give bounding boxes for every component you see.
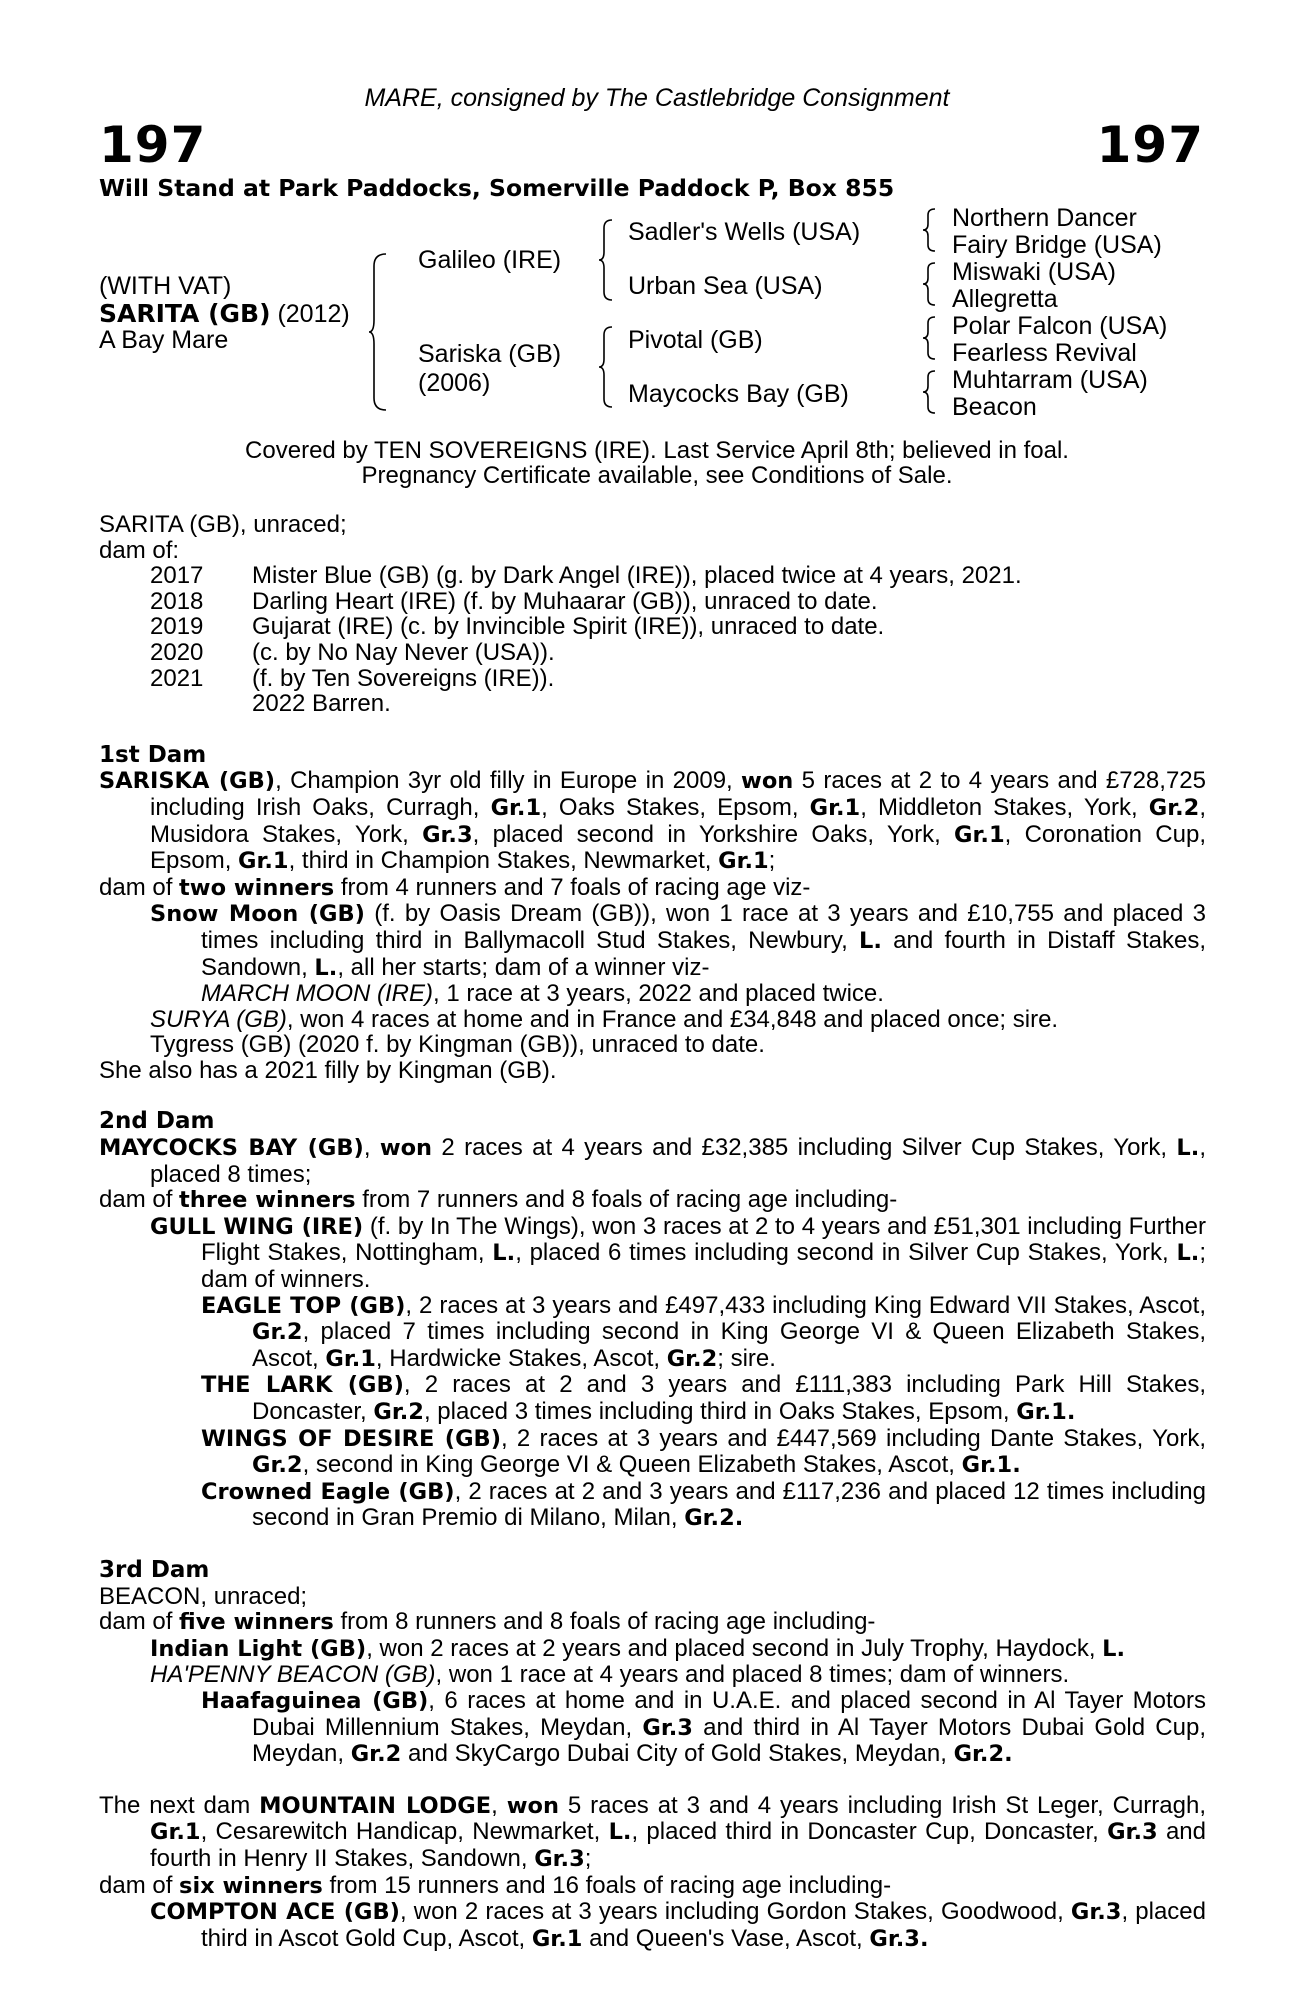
first-dam-offspring-tygress: Tygress (GB) (2020 f. by Kingman (GB)), unraced to date.: [150, 1031, 765, 1059]
pedigree-g4-2: Fairy Bridge (USA): [952, 231, 1162, 259]
produce-text: Darling Heart (IRE) (f. by Muhaarar (GB)), unraced to date.: [252, 587, 878, 615]
pedigree-dam-year: (2006): [418, 369, 491, 397]
pedigree-dam-sire: Pivotal (GB): [628, 326, 763, 354]
pedigree-g4-5: Polar Falcon (USA): [952, 312, 1168, 340]
first-dam-grand-offspring: MARCH MOON (IRE), 1 race at 3 years, 2022 and placed twice.: [201, 980, 884, 1008]
table-row: [150, 563, 1022, 589]
first-dam-heading: 1st Dam: [99, 741, 207, 768]
produce-intro: SARITA (GB), unraced;: [99, 511, 347, 538]
covered-line-1: Covered by TEN SOVEREIGNS (IRE). Last Service April 8th; believed in foal.: [245, 437, 1069, 464]
first-dam-offspring-snow-moon: Snow Moon (GB) (f. by Oasis Dream (GB)), won 1 race at 3 years and £10,755 and placed 3 times including third in Ballymacoll Stud Stakes, Newbury, L. and fourth in Distaff Stakes, Sandown, L., all her starts; dam of a winner viz-: [150, 900, 1206, 981]
table-row: [150, 589, 1022, 615]
pedigree-g4-3: Miswaki (USA): [952, 258, 1116, 286]
third-dam-offspring-hapenny-beacon: HA'PENNY BEACON (GB), won 1 race at 4 years and placed 8 times; dam of winners.: [150, 1661, 1070, 1689]
covered-line-2: Pregnancy Certificate available, see Conditions of Sale.: [361, 462, 953, 489]
table-row: [150, 614, 1022, 640]
first-dam-also: She also has a 2021 filly by Kingman (GB).: [99, 1056, 557, 1084]
pedigree-g4-1: Northern Dancer: [952, 204, 1137, 232]
produce-year: 2017: [150, 562, 204, 590]
stand-location: Will Stand at Park Paddocks, Somerville Paddock P, Box 855: [99, 174, 895, 202]
table-row: [150, 666, 1022, 692]
pedigree-brace-g4-1: [922, 207, 938, 253]
second-dam-grand-crowned-eagle: Crowned Eagle (GB), 2 races at 2 and 3 years and £117,236 and placed 12 times including second in Gran Premio di Milano, Milan, Gr.2.: [201, 1477, 1206, 1532]
third-dam-grand-haafaguinea: Haafaguinea (GB), 6 races at home and in U.A.E. and placed second in Al Tayer Motors Dubai Millennium Stakes, Meydan, Gr.3 and third in Al Tayer Motors Dubai Gold Cup, Meydan, Gr.2 and SkyCargo Dubai City of Gold Stakes, Meydan, Gr.2.: [201, 1686, 1207, 1768]
pedigree-brace-g4-4: [922, 369, 938, 415]
produce-table: [150, 563, 1022, 717]
second-dam-grand-wings-of-desire: WINGS OF DESIRE (GB), 2 races at 3 years and £447,569 including Dante Stakes, York, Gr.2, second in King George VI & Queen Elizabeth Stakes, Ascot, Gr.1.: [201, 1424, 1206, 1479]
vat-note: (WITH VAT): [99, 272, 232, 300]
second-dam-record: MAYCOCKS BAY (GB), won 2 races at 4 years and £32,385 including Silver Cup Stakes, York, L., placed 8 times;: [99, 1134, 1206, 1188]
produce-year: 2018: [150, 587, 204, 615]
produce-text: Mister Blue (GB) (g. by Dark Angel (IRE)), placed twice at 4 years, 2021.: [252, 562, 1022, 590]
table-row: [150, 691, 1022, 717]
produce-year: 2020: [150, 638, 204, 666]
pedigree-sire-dam: Urban Sea (USA): [628, 272, 823, 300]
pedigree-brace-g4-2: [922, 261, 938, 307]
lot-number-right: 197: [1096, 116, 1204, 174]
table-row: [150, 640, 1022, 666]
consignment-line: MARE, consigned by The Castlebridge Consignment: [364, 84, 950, 112]
catalogue-body: [99, 512, 1206, 1952]
pedigree-brace-sire: [598, 218, 616, 302]
second-dam-heading: 2nd Dam: [99, 1108, 215, 1135]
produce-text: (f. by Ten Sovereigns (IRE)).: [252, 664, 555, 692]
pedigree-g4-6: Fearless Revival: [952, 339, 1137, 367]
next-dam-produce-summary: dam of six winners from 15 runners and 16 foals of racing age including-: [99, 1871, 892, 1899]
next-dam-offspring-compton-ace: COMPTON ACE (GB), won 2 races at 3 years including Gordon Stakes, Goodwood, Gr.3, placed third in Ascot Gold Cup, Ascot, Gr.1 and Queen's Vase, Ascot, Gr.3.: [150, 1898, 1206, 1952]
second-dam-grand-the-lark: THE LARK (GB), 2 races at 2 and 3 years and £111,383 including Park Hill Stakes, Doncaster, Gr.2, placed 3 times including third in Oaks Stakes, Epsom, Gr.1.: [201, 1371, 1206, 1425]
pedigree-g4-4: Allegretta: [952, 285, 1058, 313]
first-dam-record: SARISKA (GB), Champion 3yr old filly in Europe in 2009, won 5 races at 2 to 4 years and £728,725 including Irish Oaks, Curragh, Gr.1, Oaks Stakes, Epsom, Gr.1, Middleton Stakes, York, Gr.2, Musidora Stakes, York, Gr.3, placed second in Yorkshire Oaks, York, Gr.1, Coronation Cup, Epsom, Gr.1, third in Champion Stakes, Newmarket, Gr.1;: [99, 767, 1207, 875]
first-dam-produce-summary: dam of two winners from 4 runners and 7 foals of racing age viz-: [99, 873, 811, 901]
pedigree-brace-g4-3: [922, 315, 938, 361]
pedigree-brace-dam: [598, 325, 616, 409]
lot-number-left: 197: [99, 116, 207, 174]
third-dam-offspring-indian-light: Indian Light (GB), won 2 races at 2 years and placed second in July Trophy, Haydock, L.: [150, 1634, 1126, 1662]
first-dam-offspring-surya: SURYA (GB), won 4 races at home and in France and £34,848 and placed once; sire.: [150, 1005, 1059, 1033]
pedigree-sire: Galileo (IRE): [418, 246, 562, 274]
horse-description: A Bay Mare: [99, 326, 229, 354]
next-dam-record: The next dam MOUNTAIN LODGE, won 5 races at 3 and 4 years including Irish St Leger, Curragh, Gr.1, Cesarewitch Handicap, Newmarket, L., placed third in Doncaster Cup, Doncaster, Gr.3 and fourth in Henry II Stakes, Sandown, Gr.3;: [99, 1791, 1206, 1872]
horse-year: (2012): [277, 300, 350, 328]
produce-text: (c. by No Nay Never (USA)).: [252, 638, 555, 666]
horse-name: SARITA (GB): [99, 299, 271, 328]
horse-name-line: [99, 299, 350, 329]
produce-year: 2021: [150, 664, 204, 692]
third-dam-heading: 3rd Dam: [99, 1556, 210, 1583]
produce-year: 2019: [150, 613, 204, 641]
pedigree-g4-7: Muhtarram (USA): [952, 366, 1148, 394]
second-dam-grand-eagle-top: EAGLE TOP (GB), 2 races at 3 years and £497,433 including King Edward VII Stakes, Ascot, Gr.2, placed 7 times including second in King George VI & Queen Elizabeth Stakes, Ascot, Gr.1, Hardwicke Stakes, Ascot, Gr.2; sire.: [201, 1291, 1206, 1372]
third-dam-intro: BEACON, unraced;: [99, 1582, 308, 1610]
produce-text: 2022 Barren.: [252, 690, 391, 718]
produce-year: [150, 691, 252, 717]
pedigree-sire-sire: Sadler's Wells (USA): [628, 218, 861, 246]
pedigree-g4-8: Beacon: [952, 393, 1037, 421]
second-dam-produce-summary: dam of three winners from 7 runners and 8 foals of racing age including-: [99, 1186, 898, 1214]
pedigree-brace-main: [368, 252, 390, 412]
pedigree-dam-dam: Maycocks Bay (GB): [628, 380, 849, 408]
second-dam-offspring-gull-wing: GULL WING (IRE) (f. by In The Wings), won 3 races at 2 to 4 years and £51,301 including Further Flight Stakes, Nottingham, L., placed 6 times including second in Silver Cup Stakes, York, L.; dam of winners.: [150, 1212, 1207, 1294]
produce-dam-of: dam of:: [99, 536, 180, 564]
pedigree-dam: Sariska (GB): [418, 340, 562, 368]
third-dam-produce-summary: dam of five winners from 8 runners and 8 foals of racing age including-: [99, 1608, 876, 1636]
produce-text: Gujarat (IRE) (c. by Invincible Spirit (IRE)), unraced to date.: [252, 613, 885, 641]
